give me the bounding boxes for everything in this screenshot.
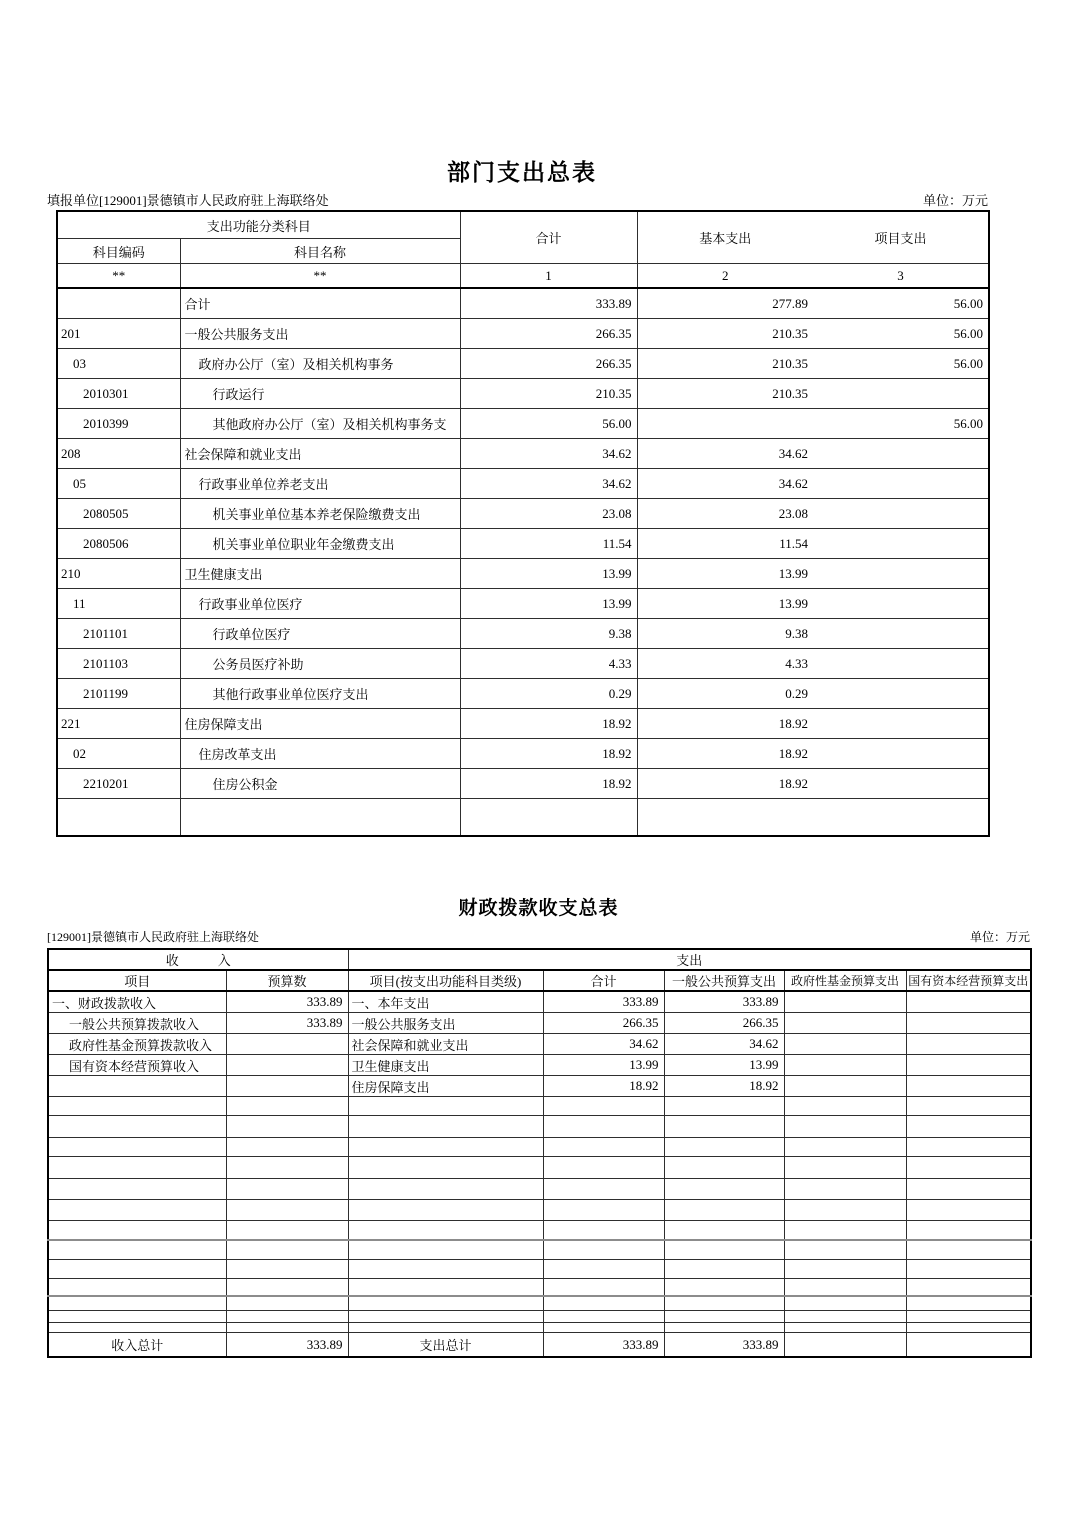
t1-table-row <box>57 649 989 679</box>
t1-colnum-1: 1 <box>460 264 637 289</box>
state-capital-cell <box>906 1034 1031 1055</box>
empty-cell <box>784 1097 906 1116</box>
t1-table-row <box>57 769 989 799</box>
empty-cell <box>48 1260 226 1279</box>
empty-cell <box>48 1240 226 1260</box>
t2-header-row-2 <box>48 970 1031 991</box>
subject-name-cell: 政府办公厅（室）及相关机构事务 <box>180 349 460 379</box>
expense-total-cell: 18.92 <box>543 1076 664 1097</box>
table1-meta-row <box>47 190 988 209</box>
t1-table-row <box>57 409 989 439</box>
t1-table-row <box>57 499 989 529</box>
subject-code-cell: 2010301 <box>57 379 180 409</box>
subject-name-cell: 合计 <box>180 288 460 319</box>
empty-cell <box>543 1097 664 1116</box>
empty-cell <box>664 1157 784 1179</box>
basic-expense-cell <box>637 409 813 439</box>
subject-code-cell: 2080506 <box>57 529 180 559</box>
total-cell: 13.99 <box>460 559 637 589</box>
empty-cell <box>348 1311 543 1323</box>
income-total-label: 收入总计 <box>48 1333 226 1358</box>
subject-name-cell: 其他行政事业单位医疗支出 <box>180 679 460 709</box>
t2-footer-row <box>48 1333 1031 1358</box>
budget-cell: 333.89 <box>226 1013 348 1034</box>
empty-cell <box>348 1179 543 1200</box>
empty-cell <box>48 1296 226 1311</box>
table1-reporting-unit: 填报单位[129001]景德镇市人民政府驻上海联络处 <box>47 193 329 208</box>
basic-expense-cell: 13.99 <box>637 559 813 589</box>
expense-total-cell: 333.89 <box>543 991 664 1013</box>
basic-expense-cell: 18.92 <box>637 709 813 739</box>
empty-cell <box>664 1260 784 1279</box>
empty-cell <box>348 1157 543 1179</box>
t2-header-budget: 预算数 <box>226 970 348 991</box>
budget-cell <box>226 1034 348 1055</box>
empty-cell <box>906 1157 1031 1179</box>
empty-cell <box>664 1311 784 1323</box>
total-cell <box>460 799 637 837</box>
t1-header-func-class: 支出功能分类科目 <box>57 211 460 239</box>
t2-table-row <box>48 1055 1031 1076</box>
empty-cell <box>784 1221 906 1241</box>
fiscal-appropriation-summary-table <box>47 948 1032 1358</box>
subject-name-cell: 住房改革支出 <box>180 739 460 769</box>
basic-expense-cell <box>637 799 813 837</box>
project-expense-cell <box>813 799 989 837</box>
empty-cell <box>906 1296 1031 1311</box>
expense-total-label: 支出总计 <box>348 1333 543 1358</box>
basic-expense-cell: 210.35 <box>637 379 813 409</box>
empty-cell <box>784 1323 906 1333</box>
empty-cell <box>226 1157 348 1179</box>
total-cell: 210.35 <box>460 379 637 409</box>
t2-empty-row <box>48 1240 1031 1260</box>
empty-cell <box>226 1200 348 1221</box>
t1-header-total: 合计 <box>460 211 637 264</box>
department-expenditure-summary-table <box>56 210 990 837</box>
t1-table-row <box>57 709 989 739</box>
empty-cell <box>226 1221 348 1241</box>
expense-total-cell: 13.99 <box>543 1055 664 1076</box>
t1-header-row-1 <box>57 211 989 239</box>
total-cell: 18.92 <box>460 739 637 769</box>
subject-code-cell: 11 <box>57 589 180 619</box>
subject-code-cell <box>57 799 180 837</box>
empty-cell <box>348 1296 543 1311</box>
empty-cell <box>543 1200 664 1221</box>
general-budget-cell: 333.89 <box>664 991 784 1013</box>
basic-expense-cell: 210.35 <box>637 349 813 379</box>
t1-table-row <box>57 469 989 499</box>
t2-empty-row <box>48 1116 1031 1138</box>
project-expense-cell: 56.00 <box>813 288 989 319</box>
empty-cell <box>348 1260 543 1279</box>
total-cell: 13.99 <box>460 589 637 619</box>
subject-code-cell: 2080505 <box>57 499 180 529</box>
subject-code-cell: 03 <box>57 349 180 379</box>
subject-code-cell: 2101103 <box>57 649 180 679</box>
table2-unit-label: 单位：万元 <box>969 930 1030 944</box>
state-capital-cell <box>906 991 1031 1013</box>
total-cell: 9.38 <box>460 619 637 649</box>
basic-expense-cell: 11.54 <box>637 529 813 559</box>
subject-name-cell: 机关事业单位职业年金缴费支出 <box>180 529 460 559</box>
subject-name-cell: 卫生健康支出 <box>180 559 460 589</box>
project-expense-cell <box>813 529 989 559</box>
empty-cell <box>906 1311 1031 1323</box>
income-total-value: 333.89 <box>226 1333 348 1358</box>
basic-expense-cell: 13.99 <box>637 589 813 619</box>
empty-cell <box>543 1323 664 1333</box>
state-capital-cell <box>906 1076 1031 1097</box>
project-expense-cell <box>813 379 989 409</box>
t2-table-row <box>48 1034 1031 1055</box>
empty-cell <box>664 1179 784 1200</box>
empty-cell <box>664 1240 784 1260</box>
subject-name-cell: 住房保障支出 <box>180 709 460 739</box>
t1-table-row <box>57 559 989 589</box>
basic-expense-cell: 34.62 <box>637 439 813 469</box>
total-cell: 333.89 <box>460 288 637 319</box>
basic-expense-cell: 23.08 <box>637 499 813 529</box>
total-cell: 18.92 <box>460 769 637 799</box>
empty-cell <box>48 1200 226 1221</box>
project-expense-cell <box>813 439 989 469</box>
basic-expense-cell: 9.38 <box>637 619 813 649</box>
empty-cell <box>226 1116 348 1138</box>
empty-cell <box>348 1221 543 1241</box>
gov-fund-cell <box>784 1055 906 1076</box>
t1-colnum-2: 2 <box>637 264 813 289</box>
state-capital-cell <box>906 1013 1031 1034</box>
general-budget-cell: 34.62 <box>664 1034 784 1055</box>
project-expense-cell <box>813 499 989 529</box>
empty-cell <box>784 1138 906 1157</box>
empty-cell <box>543 1116 664 1138</box>
total-cell: 34.62 <box>460 439 637 469</box>
empty-cell <box>543 1260 664 1279</box>
gov-fund-cell <box>784 1013 906 1034</box>
income-item-cell <box>48 1076 226 1097</box>
t2-header-exp-item: 项目(按支出功能科目类级) <box>348 970 543 991</box>
project-expense-cell: 56.00 <box>813 409 989 439</box>
t2-empty-row <box>48 1157 1031 1179</box>
subject-code-cell: 2010399 <box>57 409 180 439</box>
project-expense-cell <box>813 709 989 739</box>
empty-cell <box>543 1157 664 1179</box>
empty-cell <box>906 1240 1031 1260</box>
budget-cell: 333.89 <box>226 991 348 1013</box>
empty-cell <box>348 1200 543 1221</box>
empty-cell <box>48 1279 226 1297</box>
t2-header-general-budget: 一般公共预算支出 <box>664 970 784 991</box>
project-expense-cell <box>813 769 989 799</box>
empty-cell <box>906 1279 1031 1297</box>
empty-cell <box>784 1311 906 1323</box>
t2-empty-row <box>48 1311 1031 1323</box>
t1-header-row-3 <box>57 264 989 289</box>
project-expense-cell <box>813 679 989 709</box>
subject-code-cell <box>57 288 180 319</box>
t1-table-row <box>57 319 989 349</box>
t2-header-gov-fund: 政府性基金预算支出 <box>784 970 906 991</box>
empty-cell <box>226 1240 348 1260</box>
empty-cell <box>48 1179 226 1200</box>
state-capital-cell <box>906 1055 1031 1076</box>
expense-total-cell: 34.62 <box>543 1034 664 1055</box>
project-expense-cell <box>813 739 989 769</box>
t1-stars-name: ** <box>180 264 460 289</box>
empty-cell <box>348 1138 543 1157</box>
table1-unit-label: 单位：万元 <box>922 193 988 208</box>
empty-cell <box>906 1200 1031 1221</box>
income-item-cell: 政府性基金预算拨款收入 <box>48 1034 226 1055</box>
expense-item-cell: 卫生健康支出 <box>348 1055 543 1076</box>
project-expense-cell <box>813 649 989 679</box>
t2-empty-row <box>48 1179 1031 1200</box>
empty-cell <box>543 1279 664 1297</box>
t1-table-row <box>57 288 989 319</box>
general-budget-cell: 13.99 <box>664 1055 784 1076</box>
subject-name-cell: 公务员医疗补助 <box>180 649 460 679</box>
empty-cell <box>784 1279 906 1297</box>
empty-cell <box>906 1097 1031 1116</box>
expense-total-value: 333.89 <box>543 1333 664 1358</box>
empty-cell <box>348 1279 543 1297</box>
table2-reporting-unit: [129001]景德镇市人民政府驻上海联络处 <box>47 930 259 944</box>
budget-cell <box>226 1076 348 1097</box>
empty-cell <box>48 1138 226 1157</box>
empty-cell <box>906 1179 1031 1200</box>
t1-header-basic: 基本支出 <box>637 211 813 264</box>
t1-header-name: 科目名称 <box>180 239 460 264</box>
basic-expense-cell: 18.92 <box>637 739 813 769</box>
empty-cell <box>664 1279 784 1297</box>
empty-cell <box>664 1200 784 1221</box>
empty-cell <box>226 1311 348 1323</box>
subject-name-cell: 行政事业单位医疗 <box>180 589 460 619</box>
empty-cell <box>784 1179 906 1200</box>
table2-title: 财政拨款收支总表 <box>458 898 619 919</box>
empty-cell <box>664 1323 784 1333</box>
total-cell: 23.08 <box>460 499 637 529</box>
subject-code-cell: 210 <box>57 559 180 589</box>
t2-header-row-1 <box>48 949 1031 970</box>
subject-name-cell: 一般公共服务支出 <box>180 319 460 349</box>
expense-gov-fund-total-value <box>784 1333 906 1358</box>
expense-item-cell: 一、本年支出 <box>348 991 543 1013</box>
t2-header-income-item: 项目 <box>48 970 226 991</box>
income-item-cell: 一、财政拨款收入 <box>48 991 226 1013</box>
empty-cell <box>543 1179 664 1200</box>
t1-table-row <box>57 349 989 379</box>
subject-code-cell: 02 <box>57 739 180 769</box>
expense-item-cell: 一般公共服务支出 <box>348 1013 543 1034</box>
subject-name-cell: 社会保障和就业支出 <box>180 439 460 469</box>
expense-item-cell: 住房保障支出 <box>348 1076 543 1097</box>
subject-code-cell: 05 <box>57 469 180 499</box>
t1-table-row <box>57 679 989 709</box>
gov-fund-cell <box>784 1076 906 1097</box>
t2-empty-row <box>48 1323 1031 1333</box>
empty-cell <box>226 1296 348 1311</box>
total-cell: 34.62 <box>460 469 637 499</box>
subject-code-cell: 2101199 <box>57 679 180 709</box>
subject-name-cell <box>180 799 460 837</box>
subject-code-cell: 2210201 <box>57 769 180 799</box>
empty-cell <box>348 1116 543 1138</box>
t2-table-row <box>48 1076 1031 1097</box>
empty-cell <box>543 1221 664 1241</box>
t1-table-row <box>57 619 989 649</box>
basic-expense-cell: 0.29 <box>637 679 813 709</box>
t2-empty-row <box>48 1097 1031 1116</box>
total-cell: 4.33 <box>460 649 637 679</box>
basic-expense-cell: 210.35 <box>637 319 813 349</box>
basic-expense-cell: 34.62 <box>637 469 813 499</box>
expense-general-total-value: 333.89 <box>664 1333 784 1358</box>
empty-cell <box>664 1097 784 1116</box>
t2-table-row <box>48 991 1031 1013</box>
expense-state-capital-total-value <box>906 1333 1031 1358</box>
total-cell: 56.00 <box>460 409 637 439</box>
empty-cell <box>543 1311 664 1323</box>
empty-cell <box>664 1138 784 1157</box>
t2-header-total: 合计 <box>543 970 664 991</box>
project-expense-cell <box>813 469 989 499</box>
t1-header-project: 项目支出 <box>813 211 989 264</box>
t2-empty-row <box>48 1221 1031 1241</box>
empty-cell <box>226 1179 348 1200</box>
t2-empty-row <box>48 1138 1031 1157</box>
t2-empty-row <box>48 1296 1031 1311</box>
empty-cell <box>48 1221 226 1241</box>
subject-name-cell: 行政单位医疗 <box>180 619 460 649</box>
subject-name-cell: 住房公积金 <box>180 769 460 799</box>
project-expense-cell <box>813 559 989 589</box>
empty-cell <box>784 1200 906 1221</box>
t2-empty-row <box>48 1200 1031 1221</box>
budget-cell <box>226 1055 348 1076</box>
empty-cell <box>226 1138 348 1157</box>
empty-cell <box>48 1097 226 1116</box>
total-cell: 11.54 <box>460 529 637 559</box>
t2-table-row <box>48 1013 1031 1034</box>
empty-cell <box>543 1240 664 1260</box>
project-expense-cell: 56.00 <box>813 349 989 379</box>
empty-cell <box>48 1311 226 1323</box>
subject-name-cell: 行政事业单位养老支出 <box>180 469 460 499</box>
empty-cell <box>664 1221 784 1241</box>
empty-cell <box>48 1323 226 1333</box>
t1-table-row <box>57 529 989 559</box>
general-budget-cell: 266.35 <box>664 1013 784 1034</box>
t2-header-income: 收 入 <box>48 949 348 970</box>
empty-cell <box>348 1240 543 1260</box>
expense-item-cell: 社会保障和就业支出 <box>348 1034 543 1055</box>
subject-code-cell: 208 <box>57 439 180 469</box>
empty-cell <box>906 1260 1031 1279</box>
total-cell: 0.29 <box>460 679 637 709</box>
total-cell: 266.35 <box>460 319 637 349</box>
t2-header-state-capital: 国有资本经营预算支出 <box>906 970 1031 991</box>
t1-colnum-3: 3 <box>813 264 989 289</box>
income-item-cell: 国有资本经营预算收入 <box>48 1055 226 1076</box>
empty-cell <box>226 1097 348 1116</box>
basic-expense-cell: 277.89 <box>637 288 813 319</box>
t2-empty-row <box>48 1279 1031 1297</box>
expense-total-cell: 266.35 <box>543 1013 664 1034</box>
subject-code-cell: 221 <box>57 709 180 739</box>
general-budget-cell: 18.92 <box>664 1076 784 1097</box>
empty-cell <box>48 1157 226 1179</box>
empty-cell <box>664 1296 784 1311</box>
empty-cell <box>784 1240 906 1260</box>
t1-header-code: 科目编码 <box>57 239 180 264</box>
subject-code-cell: 201 <box>57 319 180 349</box>
t2-header-expense: 支出 <box>348 949 1031 970</box>
empty-cell <box>906 1323 1031 1333</box>
table1-title: 部门支出总表 <box>447 160 597 185</box>
empty-cell <box>226 1260 348 1279</box>
t1-stars-code: ** <box>57 264 180 289</box>
subject-name-cell: 其他政府办公厅（室）及相关机构事务支 <box>180 409 460 439</box>
empty-cell <box>784 1260 906 1279</box>
empty-cell <box>348 1097 543 1116</box>
t1-table-row <box>57 799 989 837</box>
basic-expense-cell: 4.33 <box>637 649 813 679</box>
empty-cell <box>784 1116 906 1138</box>
empty-cell <box>906 1221 1031 1241</box>
t2-empty-row <box>48 1260 1031 1279</box>
t1-table-row <box>57 589 989 619</box>
empty-cell <box>226 1279 348 1297</box>
project-expense-cell <box>813 619 989 649</box>
subject-name-cell: 机关事业单位基本养老保险缴费支出 <box>180 499 460 529</box>
empty-cell <box>348 1323 543 1333</box>
empty-cell <box>48 1116 226 1138</box>
t1-table-row <box>57 379 989 409</box>
table2-meta-row <box>47 928 1030 945</box>
gov-fund-cell <box>784 991 906 1013</box>
t1-table-row <box>57 439 989 469</box>
empty-cell <box>543 1296 664 1311</box>
project-expense-cell: 56.00 <box>813 319 989 349</box>
subject-name-cell: 行政运行 <box>180 379 460 409</box>
t1-table-row <box>57 739 989 769</box>
basic-expense-cell: 18.92 <box>637 769 813 799</box>
empty-cell <box>226 1323 348 1333</box>
empty-cell <box>784 1296 906 1311</box>
gov-fund-cell <box>784 1034 906 1055</box>
empty-cell <box>543 1138 664 1157</box>
empty-cell <box>664 1116 784 1138</box>
subject-code-cell: 2101101 <box>57 619 180 649</box>
empty-cell <box>784 1157 906 1179</box>
empty-cell <box>906 1138 1031 1157</box>
project-expense-cell <box>813 589 989 619</box>
empty-cell <box>906 1116 1031 1138</box>
income-item-cell: 一般公共预算拨款收入 <box>48 1013 226 1034</box>
total-cell: 18.92 <box>460 709 637 739</box>
total-cell: 266.35 <box>460 349 637 379</box>
